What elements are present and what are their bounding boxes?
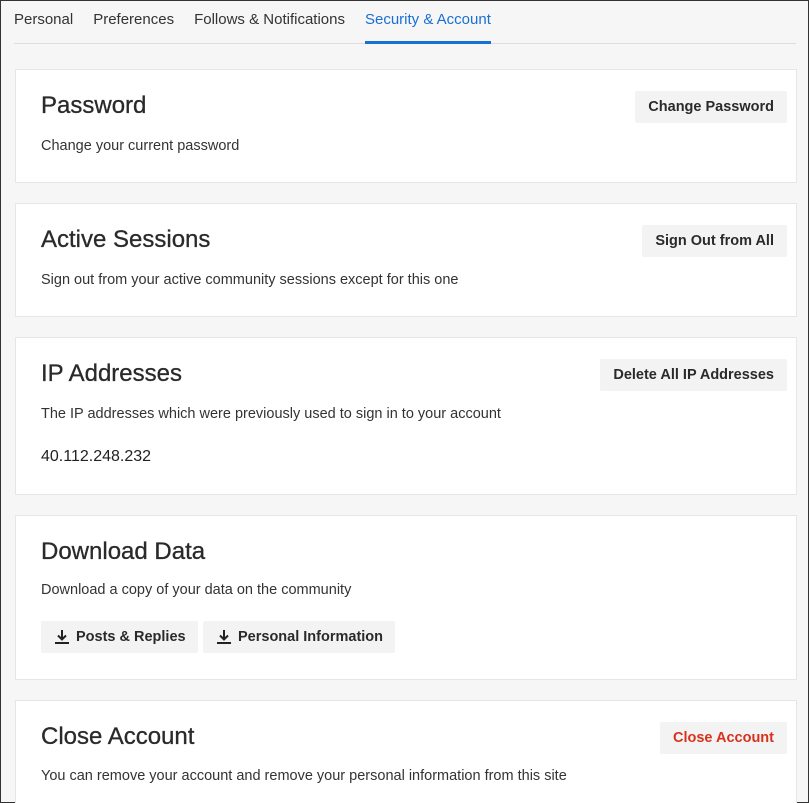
- settings-tabs: [14, 1, 796, 44]
- close-account-desc: You can remove your account and remove your personal information from this site: [41, 768, 567, 784]
- sign-out-all-button[interactable]: Sign Out from All: [642, 225, 787, 257]
- download-title: Download Data: [41, 538, 206, 565]
- close-account-card: [15, 700, 797, 803]
- ip-card: [15, 337, 797, 495]
- sessions-title: Active Sessions: [41, 226, 211, 253]
- change-password-button[interactable]: Change Password: [635, 91, 787, 123]
- sessions-card: [15, 203, 797, 317]
- tab-preferences[interactable]: Preferences: [93, 11, 175, 28]
- close-account-title: Close Account: [41, 723, 195, 750]
- tab-follows-notifications[interactable]: Follows & Notifications: [194, 11, 345, 28]
- download-personal-info-button[interactable]: [203, 621, 395, 653]
- password-card: [15, 69, 797, 183]
- download-posts-label: Posts & Replies: [76, 629, 186, 645]
- ip-desc: The IP addresses which were previously used to sign in to your account: [41, 406, 501, 422]
- tab-security-account[interactable]: Security & Account: [365, 1, 491, 44]
- download-desc: Download a copy of your data on the community: [41, 582, 352, 598]
- download-personal-info-label: Personal Information: [238, 629, 384, 645]
- ip-title: IP Addresses: [41, 360, 182, 387]
- download-card: [15, 515, 797, 680]
- sessions-desc: Sign out from your active community sessions except for this one: [41, 272, 459, 288]
- password-title: Password: [41, 92, 147, 119]
- download-icon: [215, 628, 233, 646]
- delete-ip-addresses-button[interactable]: Delete All IP Addresses: [600, 359, 787, 391]
- tab-personal[interactable]: Personal: [14, 11, 74, 28]
- close-account-button[interactable]: Close Account: [660, 722, 787, 754]
- download-icon: [53, 628, 71, 646]
- password-desc: Change your current password: [41, 138, 240, 154]
- download-posts-button[interactable]: [41, 621, 198, 653]
- ip-address: 40.112.248.232: [41, 448, 152, 465]
